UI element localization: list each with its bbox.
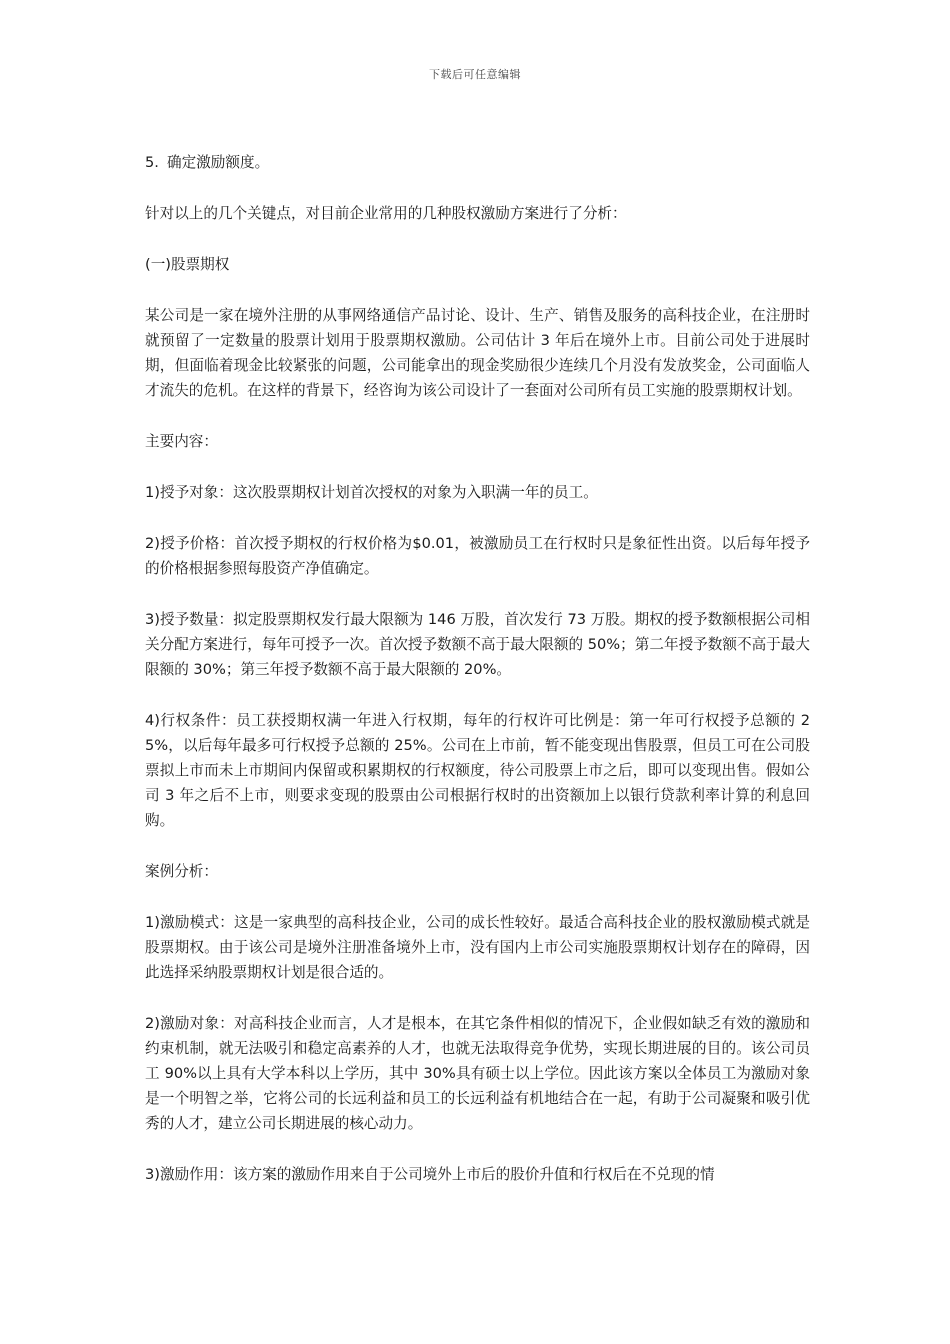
list-item-number: 5. xyxy=(145,154,159,171)
section-heading: (一)股票期权 xyxy=(145,256,230,273)
list-item-5 xyxy=(145,150,810,175)
grant-target-paragraph: 1)授予对象：这次股票期权计划首次授权的对象为入职满一年的员工。 xyxy=(145,484,598,501)
incentive-mode-paragraph: 1)激励模式：这是一家典型的高科技企业，公司的成长性较好。最适合高科技企业的股权激励模式就是股票期权。由于该公司是境外注册准备境外上市，没有国内上市公司实施股票期权计划存在的障碍，因此选择采纳股票期权计划是很合适的。 xyxy=(145,914,810,981)
intro-paragraph: 针对以上的几个关键点，对目前企业常用的几种股权激励方案进行了分析： xyxy=(145,205,627,222)
exercise-conditions-paragraph: 4)行权条件：员工获授期权满一年进入行权期，每年的行权许可比例是：第一年可行权授予总额的 25%，以后每年最多可行权授予总额的 25%。公司在上市前，暂不能变现出售股票，但员工可在公司股票拟上市而未上市期间内保留或积累期权的行权额度，待公司股票上市之后，即可以变现出售。假如公司 3 年之后不上市，则要求变现的股票由公司根据行权时的出资额加上以银行贷款利率计算的利息回购。 xyxy=(145,712,810,829)
list-item-text: 确定激励额度。 xyxy=(167,154,270,171)
case-analysis-heading: 案例分析： xyxy=(145,863,218,880)
incentive-target-paragraph: 2)激励对象：对高科技企业而言，人才是根本，在其它条件相似的情况下，企业假如缺乏有效的激励和约束机制，就无法吸引和稳定高素养的人才，也就无法取得竞争优势，实现长期进展的目的。该公司员工 90%以上具有大学本科以上学历，其中 30%具有硕士以上学位。因此该方案以全体员工为激励对象是一个明智之举，它将公司的长远利益和员工的长远利益有机地结合在一起，有助于公司凝聚和吸引优秀的人才，建立公司长期进展的核心动力。 xyxy=(145,1015,810,1132)
page-header: 下载后可任意编辑 xyxy=(429,68,521,81)
case-description-paragraph: 某公司是一家在境外注册的从事网络通信产品讨论、设计、生产、销售及服务的高科技企业，在注册时就预留了一定数量的股票计划用于股票期权激励。公司估计 3 年后在境外上市。目前公司处于进展时期，但面临着现金比较紧张的问题，公司能拿出的现金奖励很少连续几个月没有发放奖金，公司面临人才流失的危机。在这样的背景下，经咨询为该公司设计了一套面对公司所有员工实施的股票期权计划。 xyxy=(145,307,810,399)
incentive-effect-paragraph: 3)激励作用：该方案的激励作用来自于公司境外上市后的股价升值和行权后在不兑现的情 xyxy=(145,1166,715,1183)
document-body xyxy=(145,150,810,1213)
grant-price-paragraph: 2)授予价格：首次授予期权的行权价格为$0.01，被激励员工在行权时只是象征性出资。以后每年授予的价格根据参照每股资产净值确定。 xyxy=(145,535,810,577)
main-content-heading: 主要内容： xyxy=(145,433,218,450)
grant-quantity-paragraph: 3)授予数量：拟定股票期权发行最大限额为 146 万股，首次发行 73 万股。期权的授予数额根据公司相关分配方案进行，每年可授予一次。首次授予数额不高于最大限额的 50%；第二年授予数额不高于最大限额的 30%；第三年授予数额不高于最大限额的 20%。 xyxy=(145,611,810,678)
